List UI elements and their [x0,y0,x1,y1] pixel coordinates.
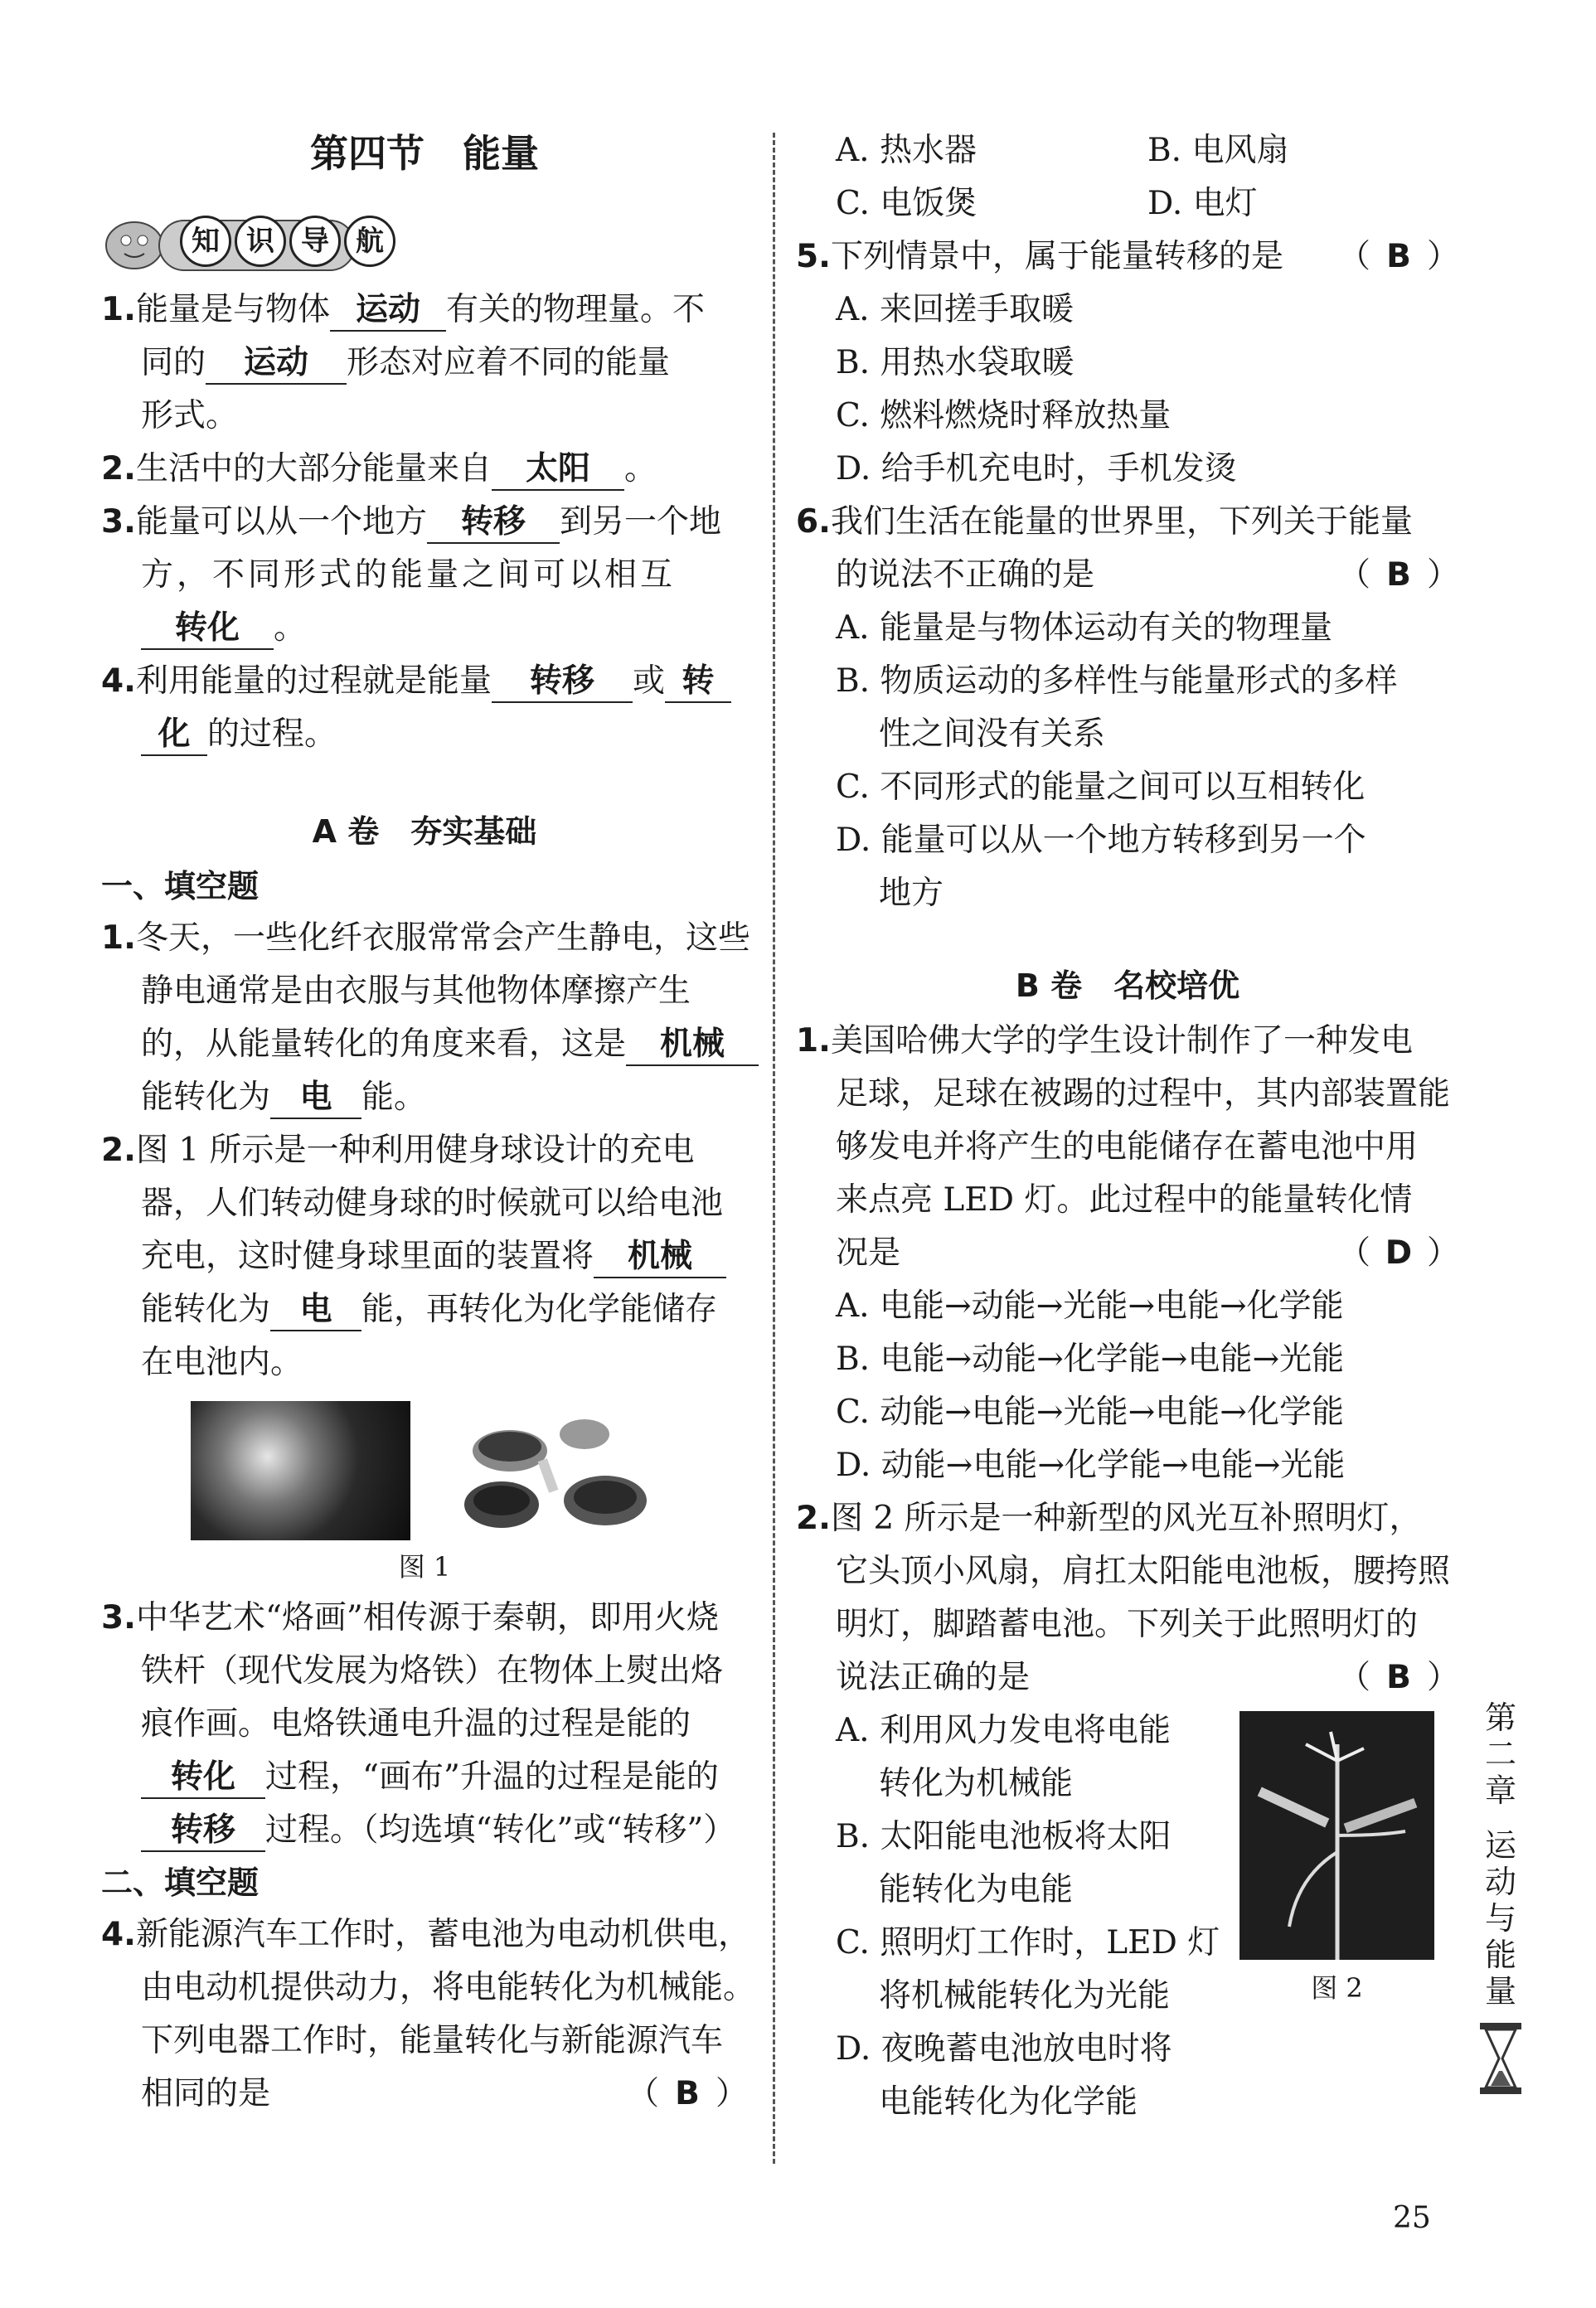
right-column [796,124,1459,2129]
answer-blank[interactable]: 运动 [206,343,347,385]
nav-char: 导 [289,216,341,267]
question-b2: 2.图 2 所示是一种新型的风光互补照明灯， 它头顶小风扇，肩扛太阳能电池板，腰挎照 明灯，脚踏蓄电池。下列关于此照明灯的 说法正确的是 （ B ） 图 2 A. 利用风力发电将电能 转化为机械能 B. 太阳能电池板将太阳 能转化为电能 C. 照明灯工作时，LED 灯 将机械能转化为光能 D. 夜晚蓄电池放电时将 电能转化为化学能 [796,1500,1459,2121]
page-number: 25 [1393,2201,1431,2235]
left-column [101,124,756,2121]
option[interactable]: D. 能量可以从一个地方转移到另一个 [836,822,1366,859]
question-a4: 4.新能源汽车工作时，蓄电池为电动机供电， 由电动机提供动力，将电能转化为机械能。 下列电器工作时，能量转化与新能源汽车 相同的是 （ B ） [101,1908,748,2121]
option[interactable]: B. 物质运动的多样性与能量形式的多样 [836,662,1398,700]
section-heading: 二、填空题 [101,1864,260,1901]
section-a-title: A 卷 夯实基础 [312,813,537,850]
answer-bracket: （ B ） [1338,549,1459,602]
section-b-title: B 卷 名校培优 [1015,967,1240,1004]
answer-blank[interactable]: 电 [270,1078,361,1119]
answer-bracket: （ B ） [1338,230,1459,284]
answer-blank[interactable]: 机械 [626,1025,759,1066]
knowledge-item-3: 3.能量可以从一个地方 转移 到另一个地 方，不同形式的能量之间可以相互 转化 。 [101,496,748,655]
nav-char: 航 [344,216,395,267]
option[interactable]: D. 电灯 [1147,185,1258,222]
answer-bracket: （ B ） [627,2068,748,2121]
answer-blank[interactable]: 转移 [141,1811,265,1852]
answer-blank[interactable]: 机械 [594,1237,726,1278]
answer-blank[interactable]: 化 [141,715,207,756]
option[interactable]: C. 电饭煲 [836,185,977,222]
option[interactable]: D. 动能→电能→化学能→电能→光能 [836,1447,1346,1484]
choice-answer[interactable]: D [1385,1234,1413,1272]
fitness-ball-photo [191,1401,410,1540]
column-divider [773,133,775,2164]
option[interactable]: A. 能量是与物体运动有关的物理量 [836,609,1332,647]
question-b1: 1.美国哈佛大学的学生设计制作了一种发电 足球，足球在被踢的过程中，其内部装置能 够发电并将产生的电能储存在蓄电池中用 来点亮 LED 灯。此过程中的能量转化情 况是 （ D ） A. 电能→动能→光能→电能→化学能 B. 电能→动能→化学能→电能→光能 C. 动能→电能→光能→电能→化学能 D. 动能→电能→化学能→电能→光能 [796,1015,1459,1492]
knowledge-item-1: 1.能量是与物体 运动 有关的物理量。不 同的 运动 形态对应着不同的能量 形式。 [101,291,705,434]
answer-blank[interactable]: 转 [665,662,731,703]
figure-2 [1239,1711,1434,2013]
question-a1: 1.冬天，一些化纤衣服常常会产生静电，这些 静电通常是由衣服与其他物体摩擦产生 的，从能量转化的角度来看，这是 机械 能转化为 电 能。 [101,912,748,1124]
chapter-side-tab: 第 二 章 运 动 与 能 量 [1472,1699,1530,2103]
answer-bracket: （ D ） [1338,1227,1459,1280]
option[interactable]: A. 利用风力发电将电能 [836,1712,1171,1749]
answer-blank[interactable]: 转移 [427,502,560,544]
answer-blank[interactable]: 转化 [141,609,274,650]
answer-blank[interactable]: 转移 [492,662,633,703]
question-a4-options [796,177,1459,230]
question-a5: 5.下列情景中，属于能量转移的是 （ B ） A. 来回搓手取暖 B. 用热水袋取暖 C. 燃料燃烧时释放热量 D. 给手机充电时，手机发烫 [796,230,1459,496]
choice-answer[interactable]: B [1386,1659,1411,1696]
section-heading: 一、填空题 [101,868,260,904]
question-a3: 3.中华艺术“烙画”相传源于秦朝，即用火烧 铁杆（现代发展为烙铁）在物体上熨出烙 痕作画。电烙铁通电升温的过程是能的 转化 过程，“画布”升温的过程是能的 转移 过程。（均选填“转化”或“转移”） [101,1592,748,1857]
knowledge-nav-banner [101,207,748,279]
figure-1-caption: 图 1 [398,1551,451,1583]
option[interactable]: A. 来回搓手取暖 [836,291,1074,328]
charger-parts-photo [452,1401,659,1540]
option[interactable]: B. 电风扇 [1147,132,1289,169]
option[interactable]: B. 电能→动能→化学能→电能→光能 [836,1341,1345,1378]
option[interactable]: C. 动能→电能→光能→电能→化学能 [836,1394,1344,1431]
hourglass-icon [1476,2021,1526,2096]
nav-char: 知 [180,216,231,267]
figure-2-caption: 图 2 [1311,1972,1363,2004]
option[interactable]: A. 热水器 [836,132,977,169]
question-a4-options [796,124,1459,177]
knowledge-item-2: 2.生活中的大部分能量来自 太阳 。 [101,443,748,496]
streetlight-photo [1239,1711,1434,1960]
option[interactable]: C. 不同形式的能量之间可以互相转化 [836,769,1366,806]
figure-1 [101,1401,748,1592]
choice-answer[interactable]: B [675,2075,700,2112]
question-a6: 6.我们生活在能量的世界里，下列关于能量 的说法不正确的是 （ B ） A. 能量是与物体运动有关的物理量 B. 物质运动的多样性与能量形式的多样 性之间没有关系 C. 不同形式的能量之间可以互相转化 D. 能量可以从一个地方转移到另一个 地方 [796,503,1459,912]
option[interactable]: C. 照明灯工作时，LED 灯 [836,1924,1220,1961]
nav-char: 识 [235,216,286,267]
option[interactable]: D. 夜晚蓄电池放电时将 [836,2030,1172,2068]
answer-blank[interactable]: 太阳 [492,449,624,491]
answer-bracket: （ B ） [1338,1651,1459,1704]
option[interactable]: B. 用热水袋取暖 [836,344,1075,381]
choice-answer[interactable]: B [1386,556,1411,594]
option[interactable]: B. 太阳能电池板将太阳 [836,1818,1172,1855]
knowledge-item-4: 4.利用能量的过程就是能量 转移 或 转 化 的过程。 [101,655,748,761]
option[interactable]: C. 燃料燃烧时释放热量 [836,397,1172,434]
option[interactable]: D. 给手机充电时，手机发烫 [836,450,1237,487]
page-title: 第四节 能量 [310,131,539,176]
question-a2: 2.图 1 所示是一种利用健身球设计的充电 器，人们转动健身球的时候就可以给电池 充电，这时健身球里面的装置将 机械 能转化为 电 能，再转化为化学能储存 在电池内。 [101,1124,748,1389]
choice-answer[interactable]: B [1386,238,1411,275]
answer-blank[interactable]: 电 [270,1290,361,1331]
answer-blank[interactable]: 运动 [330,290,446,332]
option[interactable]: A. 电能→动能→光能→电能→化学能 [836,1287,1344,1325]
answer-blank[interactable]: 转化 [141,1758,265,1799]
knowledge-nav-title [180,216,395,267]
